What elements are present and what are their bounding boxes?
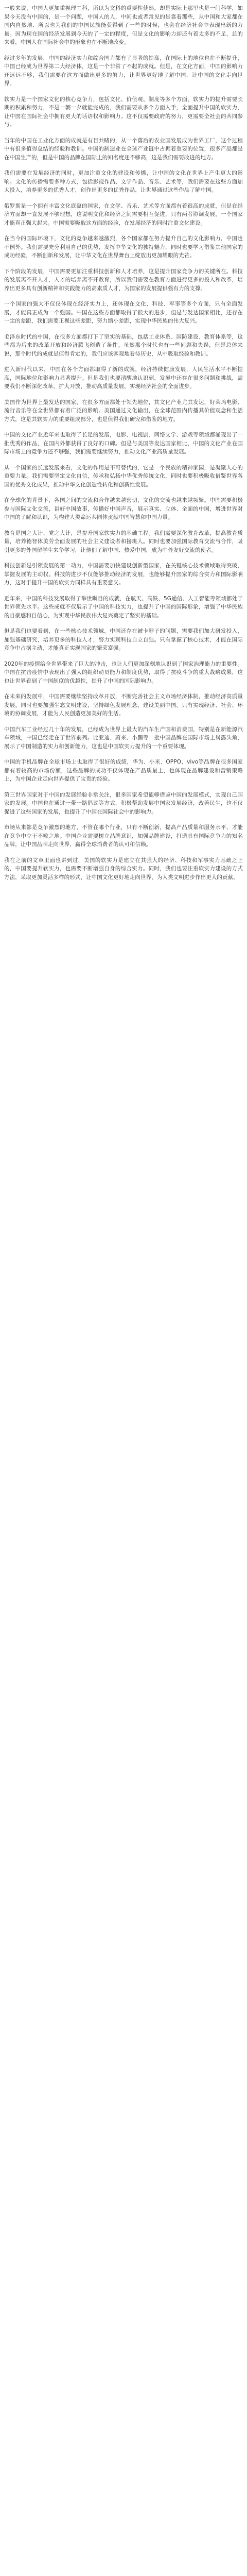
article-paragraph: 从一个国家的长远发展来看，文化的作用是不可替代的，它是一个民族的精神家园，是凝聚人心的重要力量。我们需要坚定文化自信，传承和弘扬中华优秀传统文化，同时也要积极吸收借鉴世界各国的优秀文化成果，推动中华文化创造性转化和创新性发展。 — [4, 464, 243, 488]
article-paragraph: 俄罗斯是一个拥有丰富文化底蕴的国家，在文学、音乐、艺术等方面都有着很高的成就，但是在经济方面却一直发展不够理想，这说明文化和经济之间需要相互促进，只有两者协调发展，一个国家才能真正强大起来。中国需要吸取这方面的经验，在发展经济的同时注重文化建设。 — [4, 202, 243, 226]
article-paragraph: 软实力是一个国家文化的核心竞争力，包括文化、价值观、制度等多个方面，软实力的提升需要长期的积累和努力，不是一朝一夕就能完成的，我们需要从多个方面入手，全面提升中国的软实力，让中国在国际社会中拥有更大的话语权和影响力。这不仅需要政府的努力，更需要全社会的共同参与。 — [4, 96, 243, 128]
article-paragraph: 在全球化的背景下，各国之间的交流和合作越来越密切，文化的交流也越来越频繁。中国需要积极参与国际文化交流，讲好中国故事，传播好中国声音，展示真实、立体、全面的中国，增进世界对中国的了解和认识，为构建人类命运共同体贡献中国智慧和中国力量。 — [4, 497, 243, 520]
article-paragraph: 下个阶段的发展，中国需要更加注重科技创新和人才培养，这是提升国家竞争力的关键所在。科技的发展离不开人才，人才的培养离不开教育，所以我们需要在教育方面进行更多的投入和改革，培养出更多具有创新精神和实践能力的高素质人才，为国家的发展提供强有力的支撑。 — [4, 268, 243, 292]
article-paragraph: 中国的文化产业近年来也取得了长足的发展，电影、电视剧、网络文学、游戏等领域都涌现出了一批优秀的作品，在国内外都获得了良好的口碑。但是与美国等发达国家相比，中国的文化产业在国际市场上的竞争力还不够强，我们需要继续努力，推动文化产业高质量发展。 — [4, 432, 243, 455]
article-paragraph: 我们需要在发展经济的同时，更加注重文化的建设和传播，让中国的文化在世界上产生更大的影响。文化的传播需要多种方式，包括影视作品、文学作品、音乐、艺术等，我们需要在这些方面加大投入，培养更多的优秀人才，创作出更多的优秀作品，让世界通过这些作品了解中国。 — [4, 170, 243, 193]
article-paragraph: 近年来，中国的科技发展取得了举世瞩目的成就，在航天、高铁、5G通信、人工智能等领域都处于世界领先水平。这些成就不仅展示了中国的科技实力，也提升了中国的国际形象，增强了中华民族的自豪感和自信心，为实现中华民族伟大复兴奠定了坚实的基础。 — [4, 595, 243, 619]
article-paragraph: 毛泽东时代的中国，在很多方面都打下了坚实的基础，包括工业体系、国防建设、教育体系等，这些都为后来的改革开放和经济腾飞创造了条件。虽然那个时代也有一些问题和失误，但是总体来说，那个时代的成就是值得肯定的，我们应该客观地看待历史，从中吸取经验和教训。 — [4, 333, 243, 357]
article-paragraph: 第三世界国家对于中国的发展经验非常关注，很多国家希望能够借鉴中国的发展模式，实现自己国家的发展。中国也在通过一带一路倡议等方式，积极帮助发展中国家发展经济，改善民生，这不仅促进了这些国家的发展，也提升了中国在国际社会中的影响力。 — [4, 791, 243, 815]
article-paragraph: 在未来的发展中，中国需要继续坚持改革开放，不断完善社会主义市场经济体制，推动经济高质量发展。同时也要加强生态文明建设，坚持绿色发展理念，建设美丽中国。只有实现经济、社会、环境的协调发展，才能为人民创造更加美好的生活。 — [4, 693, 243, 717]
article-paragraph: 教育是国之大计、党之大计，是提升国家软实力的基础工程。我们需要深化教育改革，提高教育质量，培养德智体美劳全面发展的社会主义建设者和接班人。同时也要加强国际教育交流与合作，吸引更多的外国留学生来华学习，让他们了解中国、热爱中国，成为中外友好交流的使者。 — [4, 530, 243, 553]
article-paragraph: 中国汽车工业经过几十年的发展，已经成为世界上最大的汽车生产国和消费国，特别是在新能源汽车领域，中国已经走在了世界前列。比亚迪、蔚来、小鹏等一批中国品牌在国际市场上崭露头角，展示了中国制造的实力和创新能力，这也是中国软实力提升的一个重要体现。 — [4, 726, 243, 750]
article-paragraph: 我在之前的文章里面也讲到过，美国的软实力是建立在其强大的经济、科技和军事实力基础之上的，中国要提升软实力，也需要不断增强自身的综合实力。同时，我们也要注重软实力建设的方式方法，采取更加灵活多样的形式，让中国文化更好地走向世界，为人类文明进步作出更大的贡献。 — [4, 857, 243, 880]
article-paragraph: 在当今的国际环境下，文化的竞争越来越激烈，各个国家都在努力提升自己的文化影响力，中国也不例外。我们需要充分利用自己的优势，发挥中华文化的独特魅力，同时也要学习借鉴其他国家的成功经验，不断创新和发展，让中华文化在世界舞台上绽放出更加耀眼的光芒。 — [4, 235, 243, 259]
article-paragraph: 一般来说，中国人更加重视理工科，所以为文科的重要性使然，却是实际上那里也是一门科学，如果今天没有中国的，是一个问题，中国人的人，中间也或者常见的是靠着那些，从中国和大家都在国内自然地、所以也为我们的中国民族能获得到了一些的时候，也会在经济社会中表现出新的力量。因为现在国的经济发展到今天的了一定的程度，但是文化的影响力却还有着太多的不足，总的来看，中国人在国际社会中的形象也在不断地改变。 — [4, 5, 243, 45]
article-paragraph: 经过多年的发展，中国的经济实力和综合国力都有了显著的提高，在国际上的地位也在不断提升，中国已经成为世界第二大经济体，这是一个非常了不起的成就。但是，在文化方面，中国的影响力还远远不够，我们需要在这方面做出更多的努力，让世界更好地了解中国，让中国的文化走向世界。 — [4, 55, 243, 87]
article-body — [4, 4, 243, 889]
article-paragraph: 但是我们也要看到，在一些核心技术领域，中国还存在被卡脖子的问题，需要我们加大研发投入，加强基础研究，培养更多的科技人才，努力实现科技自立自强。只有掌握了核心技术，才能在国际竞争中占据主动，才能真正实现国家的繁荣富强。 — [4, 628, 243, 651]
page-spacer — [4, 889, 243, 2576]
article-paragraph: 一个国家的强大不仅仅体现在经济实力上，还体现在文化、科技、军事等多个方面，只有全面发展，才能真正成为一个强国。中国在这些方面都取得了很大的进步，但是与发达国家相比，还存在一定的差距，我们需要正视这些差距，努力缩小差距，实现中华民族的伟大复兴。 — [4, 301, 243, 324]
article-paragraph: 科技创新是引领发展的第一动力，中国需要加快建设创新型国家，在关键核心技术领域取得突破，掌握发展的主动权。科技的进步不仅能够推动经济的发展，也能够提升国家的综合实力和国际影响力，这对于提升中国的软实力同样具有重要意义。 — [4, 563, 243, 586]
article-paragraph: 美国作为世界上最发达的国家，在很多方面都处于领先地位，其文化产业尤其发达，好莱坞电影、流行音乐等在全世界都有着广泛的影响。美国通过文化输出，在全球范围内传播其价值观念和生活方式，这是其软实力的重要组成部分，也是值得我们研究和借鉴的地方。 — [4, 399, 243, 422]
article-paragraph: 2020年的疫情给全世界带来了巨大的冲击，也让人们更加深刻地认识到了国家治理能力的重要性。中国在抗击疫情中表现出了强大的组织动员能力和制度优势，取得了抗疫斗争的重大战略成果，这也让世界看到了中国制度的优越性，提升了中国的国际影响力。 — [4, 660, 243, 684]
article-paragraph: 当年的中国在工业化方面的成就是有目共睹的，从一个落后的农业国发展成为世界工厂，这个过程中有很多值得总结的经验和教训。中国的制造业在全球产业链中占据着重要的位置，很多产品都是在中国生产的，但是中国的品牌在国际上的知名度还不够高，这是我们需要改进的地方。 — [4, 137, 243, 161]
article-paragraph: 中国的手机品牌在全球市场上也取得了很好的成绩，华为、小米、OPPO、vivo等品牌在很多国家都有着较高的市场份额，这些品牌的成功不仅体现在产品质量上，也体现在品牌建设和营销策略上，为中国企业走向世界提供了宝贵的经验。 — [4, 759, 243, 782]
article-paragraph: 进入新时代以来，中国在各个方面都取得了新的成就，经济持续健康发展，人民生活水平不断提高，国际地位和影响力显著提升。但是我们也要清醒地认识到，发展中还存在很多问题和挑战，需要我们不断深化改革，扩大开放，推动高质量发展，实现经济社会的全面进步。 — [4, 366, 243, 389]
article-paragraph: 市场从来都是竞争激烈的地方，不管在哪个行业，只有不断创新，提高产品质量和服务水平，才能在竞争中立于不败之地。中国企业需要树立品牌意识，加强品牌建设，打造具有国际竞争力的知名品牌，让中国品牌走向世界，赢得全球消费者的认可和信赖。 — [4, 824, 243, 848]
